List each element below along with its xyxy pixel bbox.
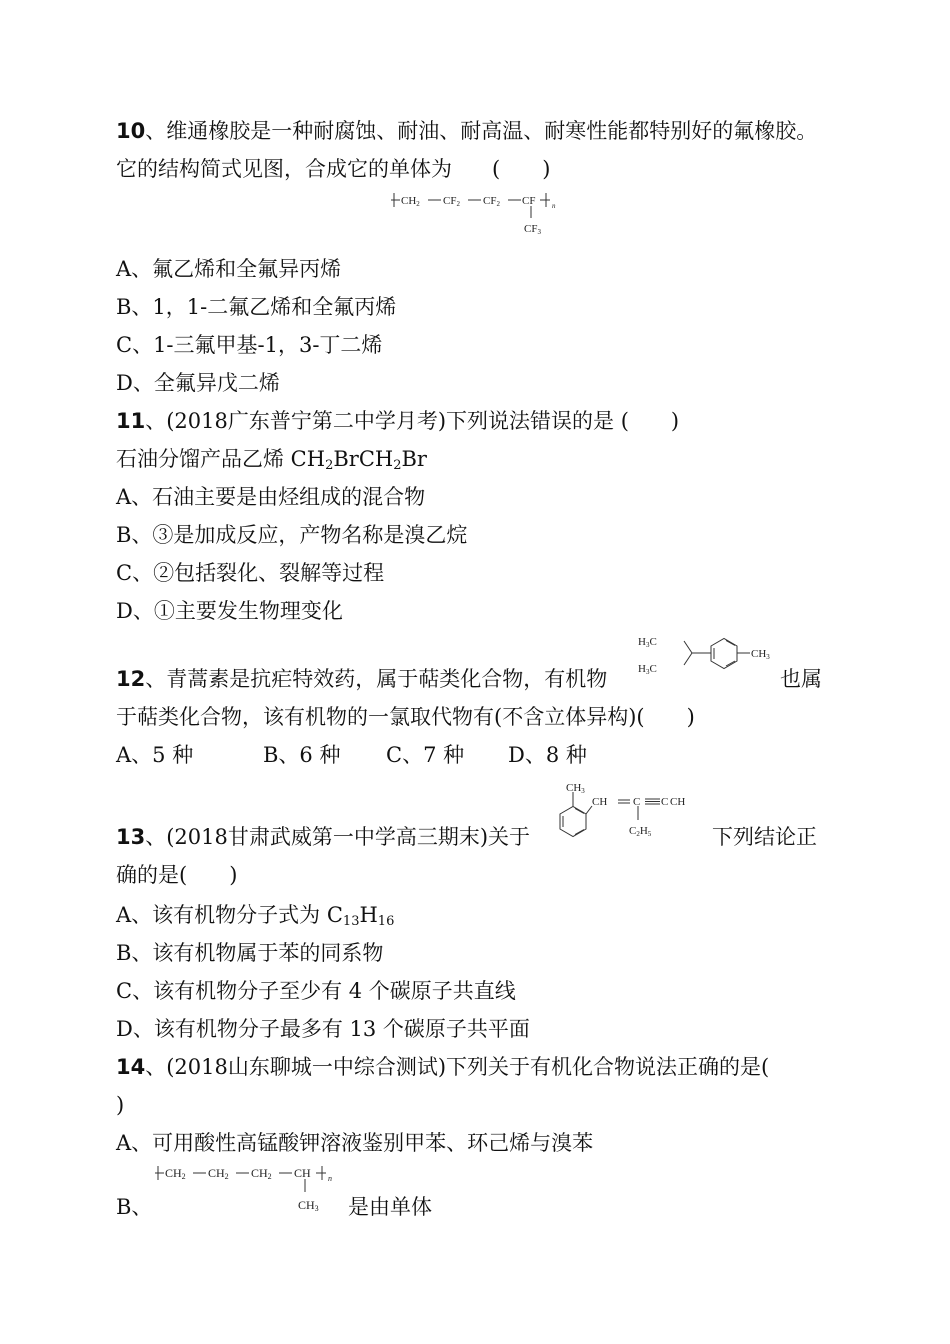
q13-structure-formula	[548, 776, 718, 866]
methyl-label: H3C	[638, 636, 657, 649]
q14-polymer-formula	[152, 1160, 342, 1220]
question-number: 10	[116, 119, 146, 143]
question-number: 14	[116, 1055, 146, 1079]
ch-label: CH	[592, 796, 608, 808]
q11-option-b: B、③是加成反应，产物名称是溴乙烷	[116, 523, 468, 547]
formula-unit: CH2	[165, 1166, 186, 1181]
q11-option-c: C、②包括裂化、裂解等过程	[116, 561, 385, 585]
q10-option-b: B、1，1-二氟乙烯和全氟丙烯	[116, 295, 397, 319]
q13-option-a: A、该有机物分子式为 $C_{13}H_{16}$	[116, 903, 395, 929]
q12-option-a: A、5 种	[116, 743, 194, 767]
q12-line2: 于萜类化合物，该有机物的一氯取代物有(不含立体异构)( )	[116, 705, 695, 729]
question-number: 12	[116, 667, 146, 691]
formula-n: n	[328, 1174, 332, 1183]
methyl-label: CH3	[566, 782, 585, 795]
q10-option-a: A、氟乙烯和全氟异丙烯	[116, 257, 342, 281]
q13-stem: 13、(2018甘肃武威第一中学高三期末)关于	[116, 825, 531, 849]
q10-line2: 它的结构简式见图，合成它的单体为 ( )	[116, 157, 551, 181]
q10-line1: 10、维通橡胶是一种耐腐蚀、耐油、耐高温、耐寒性能都特别好的氟橡胶。	[116, 119, 818, 143]
q14-stem: 14、(2018山东聊城一中综合测试)下列关于有机化合物说法正确的是(	[116, 1055, 770, 1079]
formula-substituent: CH3	[298, 1198, 319, 1213]
q12-option-b: B、6 种	[263, 743, 341, 767]
q13-option-d: D、该有机物分子最多有 13 个碳原子共平面	[116, 1017, 530, 1041]
q12-option-c: C、7 种	[386, 743, 465, 767]
methyl-label: CH3	[751, 648, 770, 661]
methyl-label: H3C	[638, 663, 657, 676]
q11-line2: 石油分馏产品乙烯 $CH_2BrCH_2Br$	[116, 447, 427, 473]
c-label: C	[633, 796, 641, 808]
ch-terminal-label: CH	[670, 796, 686, 808]
ethyl-label: C2H5	[629, 825, 652, 838]
formula-unit: CH2	[251, 1166, 272, 1181]
question-number: 11	[116, 409, 146, 433]
q13-option-b: B、该有机物属于苯的同系物	[116, 941, 384, 965]
q14-option-b: B、	[116, 1195, 153, 1219]
q14-option-b-after: 是由单体	[348, 1195, 432, 1219]
q14-option-a: A、可用酸性高锰酸钾溶液鉴别甲苯、环己烯与溴苯	[116, 1131, 594, 1155]
answer-bracket: ( )	[492, 157, 551, 181]
q11-stem: 11、(2018广东普宁第二中学月考)下列说法错误的是 ( )	[116, 409, 680, 433]
formula-unit: CH2	[208, 1166, 229, 1181]
q10-option-c: C、1-三氟甲基-1，3-丁二烯	[116, 333, 383, 357]
q10-polymer-formula	[388, 188, 568, 243]
formula-unit: CF2	[443, 195, 460, 208]
q13-stem-after: 下列结论正	[712, 825, 817, 849]
formula-unit: CF2	[483, 195, 500, 208]
c-label: C	[661, 796, 669, 808]
formula-substituent: CF3	[524, 223, 541, 236]
q10-option-d: D、全氟异戊二烯	[116, 371, 280, 395]
question-number: 13	[116, 825, 146, 849]
q12-stem-after: 也属	[780, 667, 822, 691]
q13-line2: 确的是( )	[116, 863, 238, 887]
q13-option-c: C、该有机物分子至少有 4 个碳原子共直线	[116, 979, 516, 1003]
formula-unit: CF	[522, 195, 536, 207]
formula-n: n	[552, 202, 556, 210]
q11-option-d: D、①主要发生物理变化	[116, 599, 343, 623]
formula-unit: CH	[294, 1166, 311, 1180]
q12-stem: 12、青蒿素是抗疟特效药，属于萜类化合物，有机物	[116, 667, 608, 691]
q12-option-d: D、8 种	[508, 743, 587, 767]
q12-structure-formula	[632, 628, 777, 692]
q14-line2: )	[116, 1093, 125, 1117]
formula-unit: CH2	[401, 195, 420, 208]
q11-option-a: A、石油主要是由烃组成的混合物	[116, 485, 426, 509]
